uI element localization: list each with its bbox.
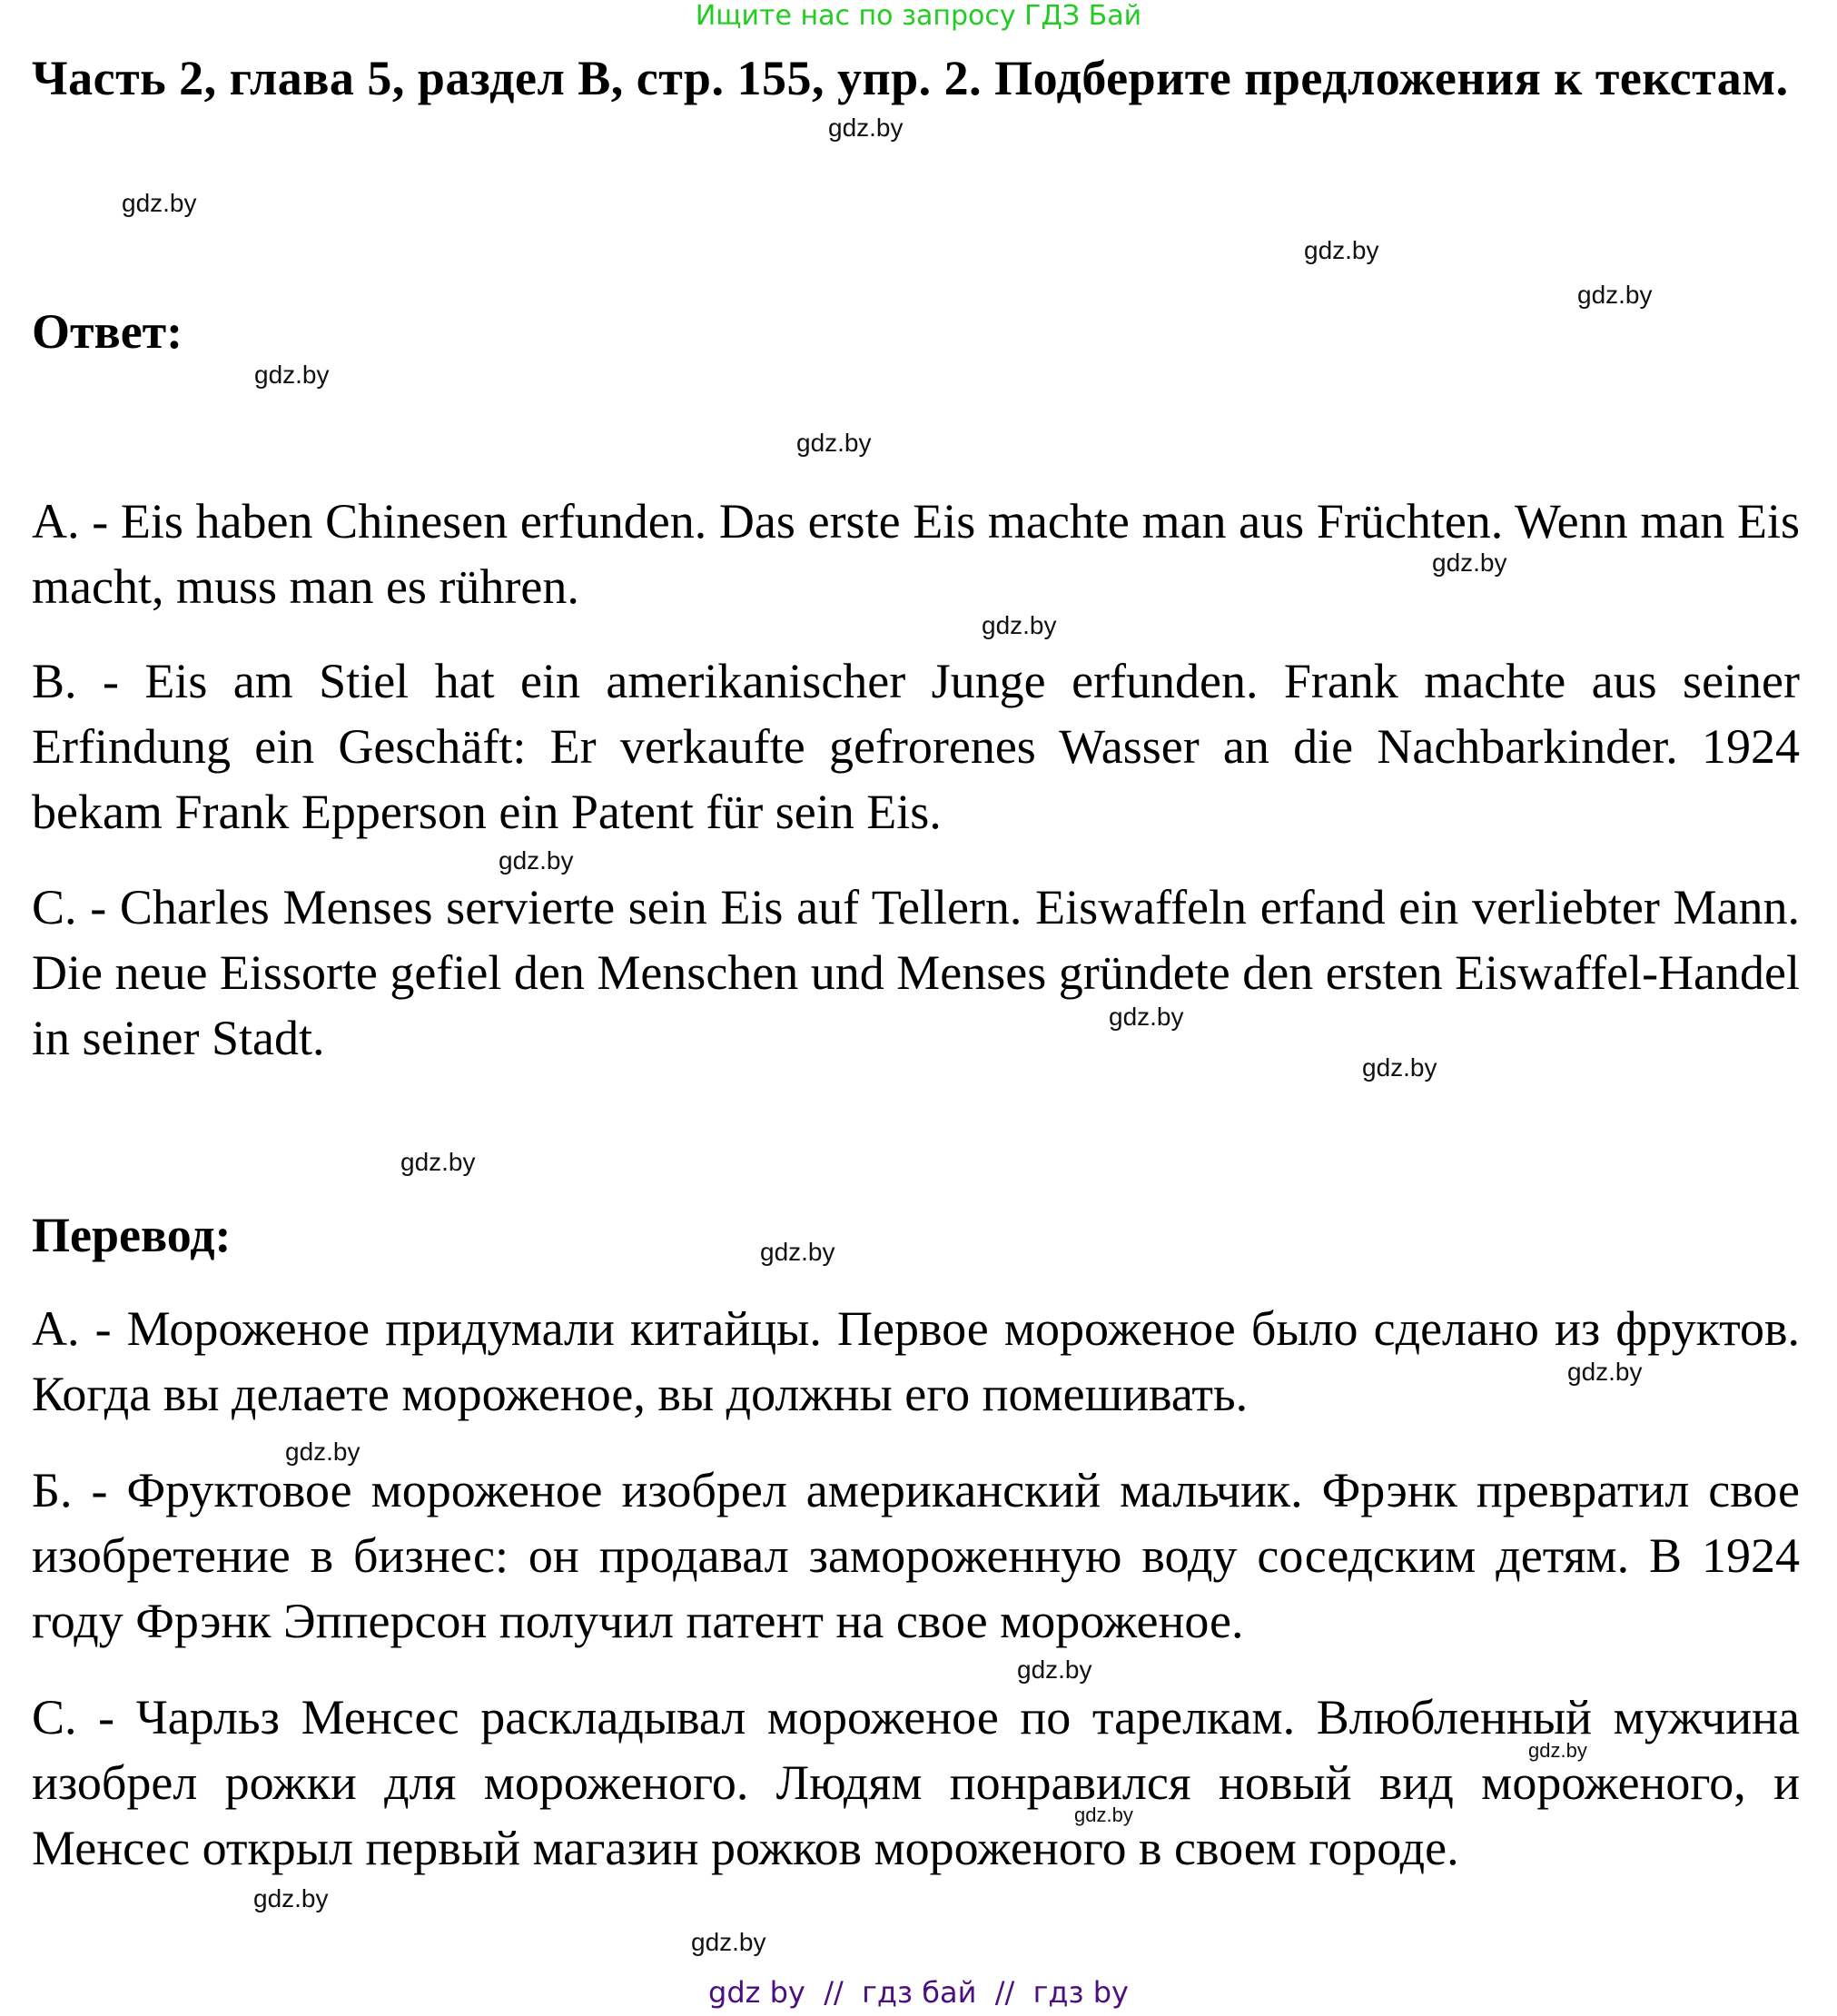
watermark: gdz.by <box>1017 1655 1092 1684</box>
answer-item-c: C. - Charles Menses servierte sein Eis auf Tellern. Eiswaffeln erfand ein verliebter Mann. Die neue Eissorte gefiel den Menschen und Menses gründete den ersten Eiswaffel-Handel in seiner Stadt. <box>32 880 1800 1065</box>
watermark: gdz.by <box>796 429 872 457</box>
watermark: gdz.by <box>1577 281 1653 309</box>
answer-item-b: B. - Eis am Stiel hat ein amerikanischer Junge erfunden. Frank machte aus seiner Erfindung ein Geschäft: Er verkaufte gefrorenes Wasser an die Nachbarkinder. 1924 bekam Frank Epperson ein Patent für sein Eis. <box>32 654 1800 839</box>
watermark: gdz.by <box>1567 1358 1643 1386</box>
watermark: gdz.by <box>400 1148 476 1176</box>
exercise-title: Часть 2, глава 5, раздел B, стр. 155, упр. 2. Подберите предложения к текстам. <box>32 51 1789 105</box>
watermark: gdz.by <box>691 1928 766 1956</box>
translation-item-c: С. - Чарльз Менсес раскладывал мороженое по тарелкам. Влюбленный мужчина изобрел рожки для мороженого. Людям понравился новый вид мороженого, и Менсес открыл первый магазин рожков мороженого в своем городе. <box>32 1690 1800 1875</box>
translation-item-b: Б. - Фруктовое мороженое изобрел американский мальчик. Фрэнк превратил свое изобретение в бизнес: он продавал замороженную воду соседским детям. В 1924 году Фрэнк Эпперсон получил патент на свое мороженое. <box>32 1463 1800 1648</box>
watermark: gdz.by <box>285 1438 360 1466</box>
watermark: gdz.by <box>254 361 330 389</box>
watermark: gdz.by <box>1304 236 1379 264</box>
translation-heading: Перевод: <box>32 1208 232 1262</box>
watermark: gdz.by <box>1109 1003 1184 1031</box>
watermark: gdz.by <box>828 114 904 142</box>
search-hint-banner: Ищите нас по запросу ГДЗ Бай <box>695 0 1142 32</box>
watermark: gdz.by <box>253 1884 329 1912</box>
watermark: gdz.by <box>499 846 574 875</box>
watermark: gdz.by <box>1074 1804 1133 1826</box>
watermark: gdz.by <box>122 189 197 217</box>
watermark: gdz.by <box>1432 548 1507 577</box>
watermark: gdz.by <box>760 1238 835 1266</box>
answer-item-a: A. - Eis haben Chinesen erfunden. Das erste Eis machte man aus Früchten. Wenn man Eis macht, muss man es rühren. <box>32 494 1800 614</box>
translation-item-a: А. - Мороженое придумали китайцы. Первое мороженое было сделано из фруктов. Когда вы делаете мороженое, вы должны его помешивать. <box>32 1301 1800 1421</box>
watermark: gdz.by <box>1362 1053 1437 1082</box>
footer-links: gdz by // гдз бай // гдз by <box>708 1975 1129 2010</box>
answer-heading: Ответ: <box>32 304 183 359</box>
watermark: gdz.by <box>982 611 1057 639</box>
watermark: gdz.by <box>1528 1739 1587 1762</box>
